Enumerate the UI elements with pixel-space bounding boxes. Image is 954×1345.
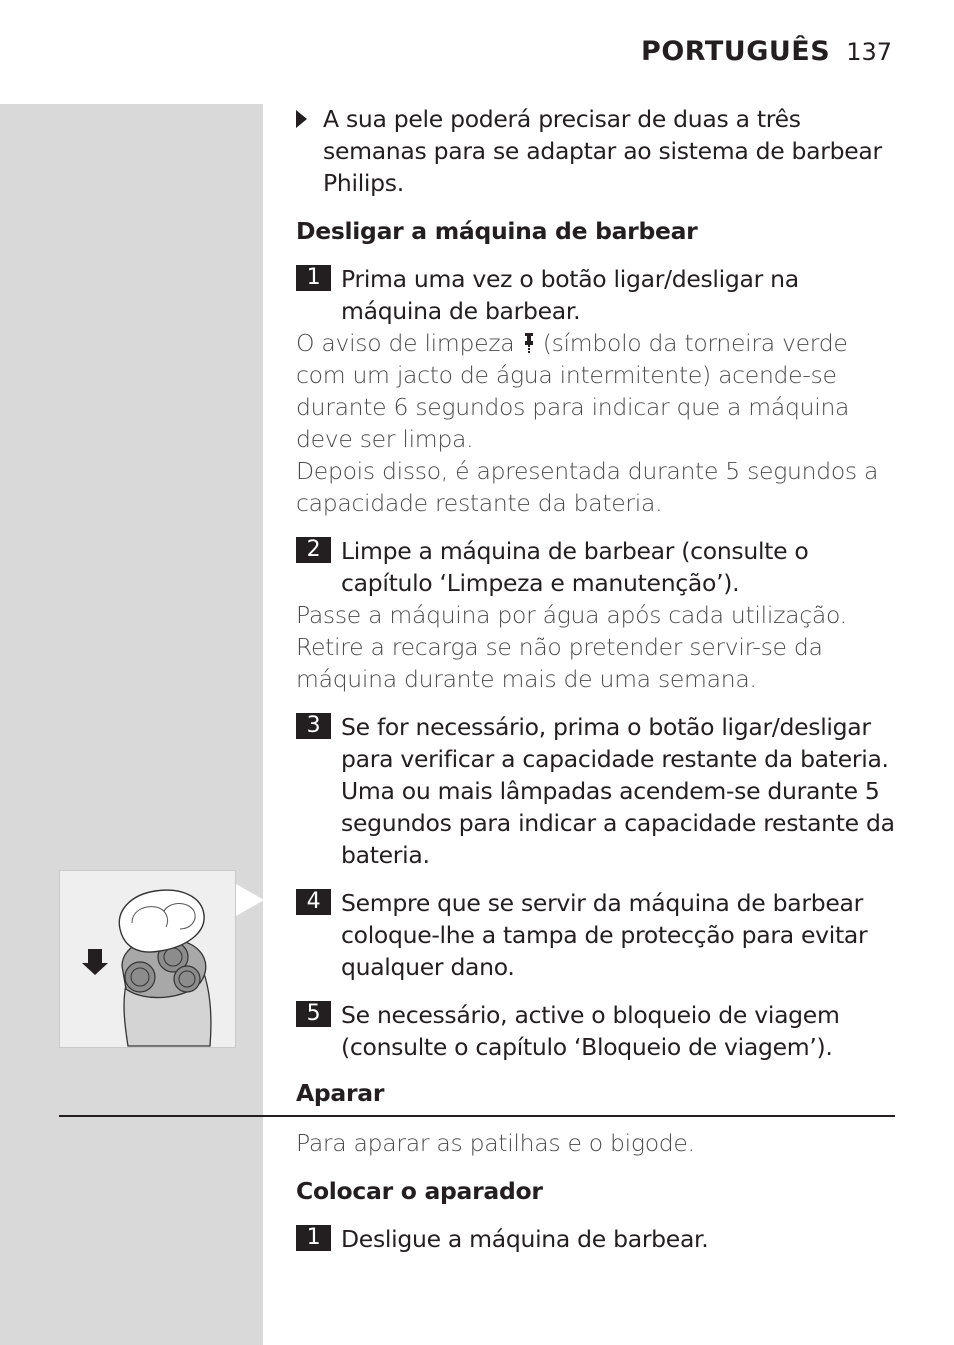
battery-note: Depois disso, é apresentada durante 5 segundos a capacidade restante da bateria.: [296, 457, 879, 517]
step-text: Prima uma vez o botão ligar/desligar na máquina de barbear.: [341, 265, 799, 325]
step-text: Sempre que se servir da máquina de barbear coloque-lhe a tampa de protecção para evitar qualquer dano.: [341, 889, 868, 981]
step-number: 2: [296, 537, 331, 563]
tap-icon: [522, 331, 536, 353]
attach-step-1: [296, 1223, 896, 1255]
trim-intro: Para aparar as patilhas e o bigode.: [296, 1129, 695, 1157]
bullet-arrow-icon: [296, 110, 307, 128]
step-2: [296, 535, 896, 599]
rinse-note: Passe a máquina por água após cada utilização. Retire a recarga se não pretender servir-se da máquina durante mais de uma semana.: [296, 601, 847, 693]
section-title-trim: Aparar: [296, 1079, 385, 1107]
shaver-cap-illustration: [59, 870, 236, 1048]
step-text: Desligue a máquina de barbear.: [341, 1225, 709, 1253]
step-text: Se necessário, active o bloqueio de viagem (consulte o capítulo ‘Bloqueio de viagem’).: [341, 1001, 840, 1061]
step-number: 5: [296, 1001, 331, 1027]
shaver-illustration-icon: [60, 871, 235, 1047]
section-title-attach-trimmer: Colocar o aparador: [296, 1177, 543, 1205]
step-4: [296, 887, 896, 983]
step-number: 4: [296, 889, 331, 915]
language-label: PORTUGUÊS: [641, 36, 831, 67]
illustration-pointer: [236, 884, 264, 916]
step-number: 1: [296, 265, 331, 291]
step-5: [296, 999, 896, 1063]
intro-bullet-text: A sua pele poderá precisar de duas a três semanas para se adaptar ao sistema de barbear Philips.: [323, 105, 882, 197]
cleaning-note-start: O aviso de limpeza: [296, 329, 515, 357]
cleaning-note-end: (símbolo da torneira verde com um jacto de água intermitente) acende-se durante 6 segundos para indicar que a máquina deve ser limpa.: [296, 329, 850, 453]
main-content: [296, 103, 896, 1255]
step-1: [296, 263, 896, 327]
page-header: [641, 36, 892, 67]
step-3: [296, 711, 896, 871]
step-number: 3: [296, 713, 331, 739]
step-number: 1: [296, 1225, 331, 1251]
intro-bullet: [296, 103, 896, 199]
step-text: Se for necessário, prima o botão ligar/desligar para verificar a capacidade restante da bateria. Uma ou mais lâmpadas acendem-se durante 5 segundos para indicar a capacidade restante da bateria.: [341, 713, 895, 869]
section-title-switch-off: Desligar a máquina de barbear: [296, 217, 698, 245]
section-divider: [59, 1115, 895, 1117]
page-number: 137: [846, 38, 892, 66]
page-sidebar: [0, 104, 263, 1345]
cleaning-note: [296, 327, 896, 519]
step-text: Limpe a máquina de barbear (consulte o capítulo ‘Limpeza e manutenção’).: [341, 537, 809, 597]
